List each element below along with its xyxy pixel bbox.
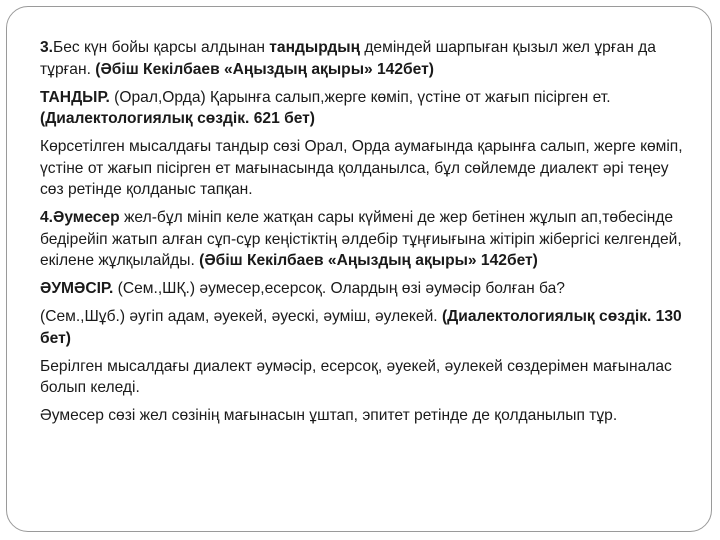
- text-run: Әумесер сөзі жел сөзінің мағынасын ұштап, эпитет ретінде де қолданылып тұр.: [40, 407, 618, 424]
- paragraph-definition-tandyr: [40, 87, 695, 130]
- paragraph-conclusion-aumeser: [40, 405, 695, 427]
- bold-text-run: 4.Әумесер: [40, 209, 120, 226]
- paragraph-explanation-tandyr: [40, 136, 695, 201]
- paragraph-explanation-aumasir: [40, 356, 695, 399]
- bold-text-run: тандырдың: [269, 39, 360, 56]
- bold-text-run: (Әбіш Кекілбаев «Аңыздың ақыры» 142бет): [95, 60, 434, 78]
- bold-text-run: (Диалектологиялық сөздік. 621 бет): [40, 110, 315, 127]
- text-run: Бес күн бойы қарсы алдынан: [53, 39, 270, 56]
- text-run: (Сем.,ШҚ.) әумесер,есерсоқ. Олардың өзі әумәсір болған ба?: [113, 280, 565, 297]
- paragraph-definition-aumasir: [40, 278, 695, 300]
- text-run: Берілген мысалдағы диалект әумәсір, есерсоқ, әуекей, әулекей сөздерімен мағыналас болып келеді.: [40, 357, 672, 396]
- bold-text-run: ТАНДЫР.: [40, 88, 110, 106]
- text-run: (Сем.,Шұб.) әугіп адам, әуекей, әуескі, әуміш, әулекей.: [40, 308, 442, 325]
- slide-frame: [6, 6, 712, 532]
- bold-text-run: (Әбіш Кекілбаев «Аңыздың ақыры» 142бет): [199, 252, 538, 269]
- bold-text-run: (Диалектологиялық сөздік. 130 бет): [40, 308, 682, 347]
- text-run: (Орал,Орда) Қарынға салып,жерге көміп, үстіне от жағып пісірген ет.: [109, 88, 611, 106]
- bold-text-run: 3.: [40, 39, 54, 56]
- paragraph-example-aumeser: [40, 207, 695, 272]
- paragraph-example-tandyr: [40, 37, 695, 80]
- paragraph-definition-aumasir-variants: [40, 306, 695, 349]
- text-run: Көрсетілген мысалдағы тандыр сөзі Орал, Орда аумағында қарынға салып, жерге көміп, үстіне от жағып пісірген ет мағынасында қолданылса, бұл сөйлемде диалект әрі теңеу сөз ретінде қолданыс тапқан.: [40, 138, 683, 198]
- bold-text-run: ӘУМӘСІР.: [40, 280, 114, 297]
- slide-content: [40, 37, 695, 433]
- text-run: жел-бұл мініп келе жатқан сары күймені де жер бетінен жұлып ап,төбесінде бедірейіп жатып алған сұп-сұр кеңістіктің әлдебір тұңғиығына жітіріп жібергісі келгендей, екілене жұлқылайды.: [40, 209, 682, 269]
- text-run: деміндей шарпыған қызыл жел ұрған да тұрған.: [40, 39, 656, 78]
